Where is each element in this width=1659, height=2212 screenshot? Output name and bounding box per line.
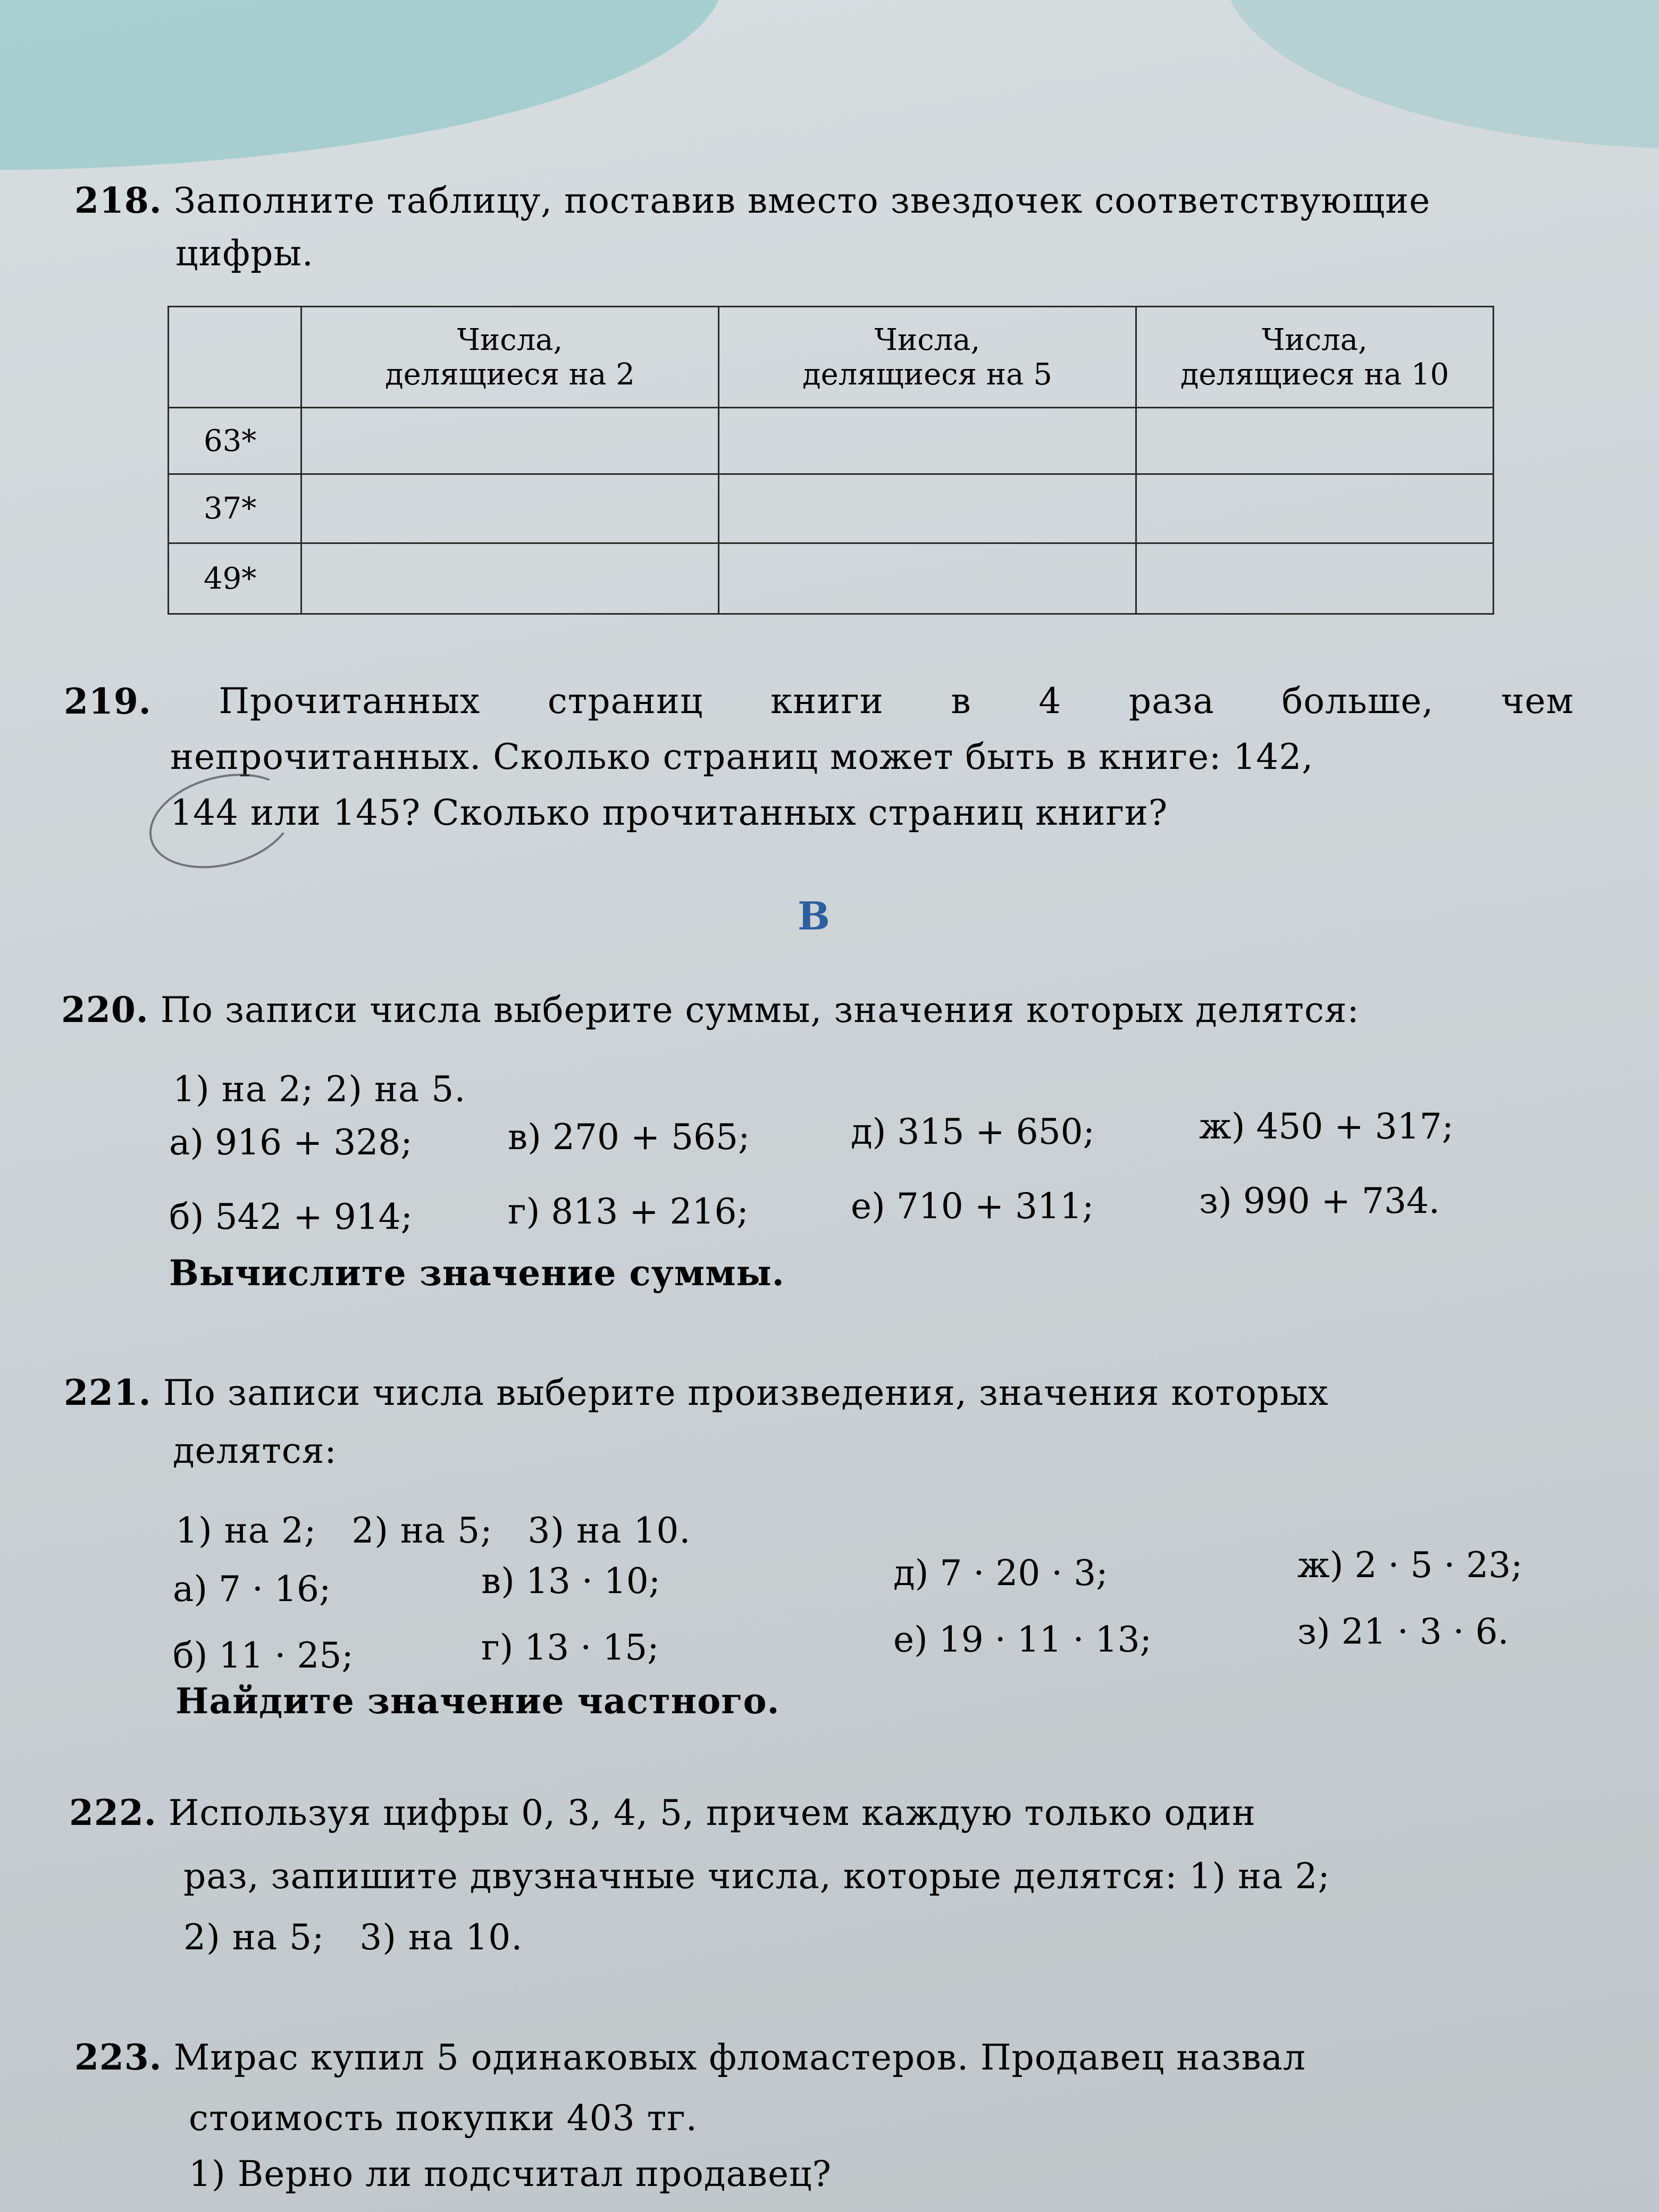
table-row bbox=[169, 474, 1494, 543]
option: в) 270 + 565; bbox=[508, 1117, 750, 1158]
fill-in-table bbox=[167, 306, 1494, 615]
option: б) 11 · 25; bbox=[173, 1635, 354, 1676]
exercise-text: цифры. bbox=[175, 233, 314, 274]
table-corner-cell bbox=[169, 307, 301, 408]
option: е) 710 + 311; bbox=[851, 1186, 1094, 1227]
table-cell[interactable] bbox=[719, 408, 1136, 474]
option: з) 990 + 734. bbox=[1199, 1180, 1440, 1221]
option: а) 7 · 16; bbox=[173, 1569, 331, 1610]
exercise-text: Используя цифры 0, 3, 4, 5, причем каждую только один bbox=[168, 1792, 1256, 1833]
option: е) 19 · 11 · 13; bbox=[893, 1619, 1152, 1660]
table-header: Числа, делящиеся на 10 bbox=[1136, 307, 1494, 408]
exercise-text: непрочитанных. Сколько страниц может быть в книге: 142, bbox=[170, 736, 1314, 777]
decorative-corner-left bbox=[0, 0, 723, 170]
pen-circle-mark bbox=[139, 759, 305, 883]
exercise-text: 144 или 145? Сколько прочитанных страниц книги? bbox=[170, 792, 1168, 833]
word: страниц bbox=[547, 681, 703, 722]
exercise-text: 1) Верно ли подсчитал продавец? bbox=[189, 2154, 832, 2194]
option: ж) 2 · 5 · 23; bbox=[1297, 1545, 1523, 1586]
option: г) 813 + 216; bbox=[508, 1191, 749, 1232]
table-row bbox=[169, 408, 1494, 474]
exercise-number: 222. bbox=[69, 1792, 157, 1833]
option: д) 7 · 20 · 3; bbox=[893, 1553, 1108, 1594]
exercise-text: По записи числа выберите произведения, значения которых bbox=[163, 1372, 1329, 1413]
table-cell[interactable] bbox=[301, 474, 719, 543]
table-cell[interactable] bbox=[1136, 474, 1494, 543]
exercise-number: 221. bbox=[64, 1372, 152, 1413]
word: чем bbox=[1501, 681, 1574, 722]
option: д) 315 + 650; bbox=[851, 1111, 1095, 1152]
exercise-footer: Найдите значение частного. bbox=[175, 1680, 780, 1722]
option: в) 13 · 10; bbox=[481, 1561, 661, 1602]
word: 4 bbox=[1038, 681, 1062, 722]
exercise-number: 220. bbox=[61, 989, 149, 1030]
table-cell[interactable] bbox=[719, 474, 1136, 543]
row-label: 49* bbox=[169, 543, 301, 614]
option: з) 21 · 3 · 6. bbox=[1297, 1611, 1509, 1652]
table-header: Числа, делящиеся на 5 bbox=[719, 307, 1136, 408]
decorative-corner-right bbox=[1223, 0, 1659, 149]
table-cell[interactable] bbox=[719, 543, 1136, 614]
exercise-number: 219. bbox=[64, 681, 152, 722]
word: больше, bbox=[1281, 681, 1434, 722]
exercise-number: 223. bbox=[74, 2037, 162, 2078]
table-cell[interactable] bbox=[301, 543, 719, 614]
option: ж) 450 + 317; bbox=[1199, 1106, 1454, 1147]
exercise-text: 1) на 2; 2) на 5; 3) на 10. bbox=[175, 1510, 691, 1551]
row-label: 63* bbox=[169, 408, 301, 474]
word: книги bbox=[770, 681, 884, 722]
exercise-text: делятся: bbox=[173, 1430, 337, 1471]
option: б) 542 + 914; bbox=[169, 1196, 413, 1237]
table-header-row bbox=[169, 307, 1494, 408]
exercise-footer: Вычислите значение суммы. bbox=[169, 1252, 785, 1294]
word: раза bbox=[1128, 681, 1214, 722]
table-row bbox=[169, 543, 1494, 614]
table-cell[interactable] bbox=[1136, 408, 1494, 474]
table-cell[interactable] bbox=[301, 408, 719, 474]
table-header: Числа, делящиеся на 2 bbox=[301, 307, 719, 408]
exercise-text: Заполните таблицу, поставив вместо звездочек соответствующие bbox=[173, 180, 1431, 221]
exercise-text: 2) на 5; 3) на 10. bbox=[183, 1917, 523, 1958]
word: Прочитанных bbox=[219, 681, 481, 722]
table-cell[interactable] bbox=[1136, 543, 1494, 614]
option: а) 916 + 328; bbox=[169, 1122, 413, 1163]
row-label: 37* bbox=[169, 474, 301, 543]
exercise-text: раз, запишите двузначные числа, которые делятся: 1) на 2; bbox=[183, 1856, 1330, 1897]
exercise-text: стоимость покупки 403 тг. bbox=[189, 2098, 698, 2139]
option: г) 13 · 15; bbox=[481, 1627, 659, 1668]
word: в bbox=[951, 681, 971, 722]
exercise-number: 218. bbox=[74, 180, 162, 221]
exercise-text: 1) на 2; 2) на 5. bbox=[173, 1069, 466, 1110]
section-letter: В bbox=[798, 893, 830, 939]
exercise-text: Мирас купил 5 одинаковых фломастеров. Продавец назвал bbox=[173, 2037, 1306, 2078]
exercise-text: По записи числа выберите суммы, значения которых делятся: bbox=[160, 990, 1360, 1030]
